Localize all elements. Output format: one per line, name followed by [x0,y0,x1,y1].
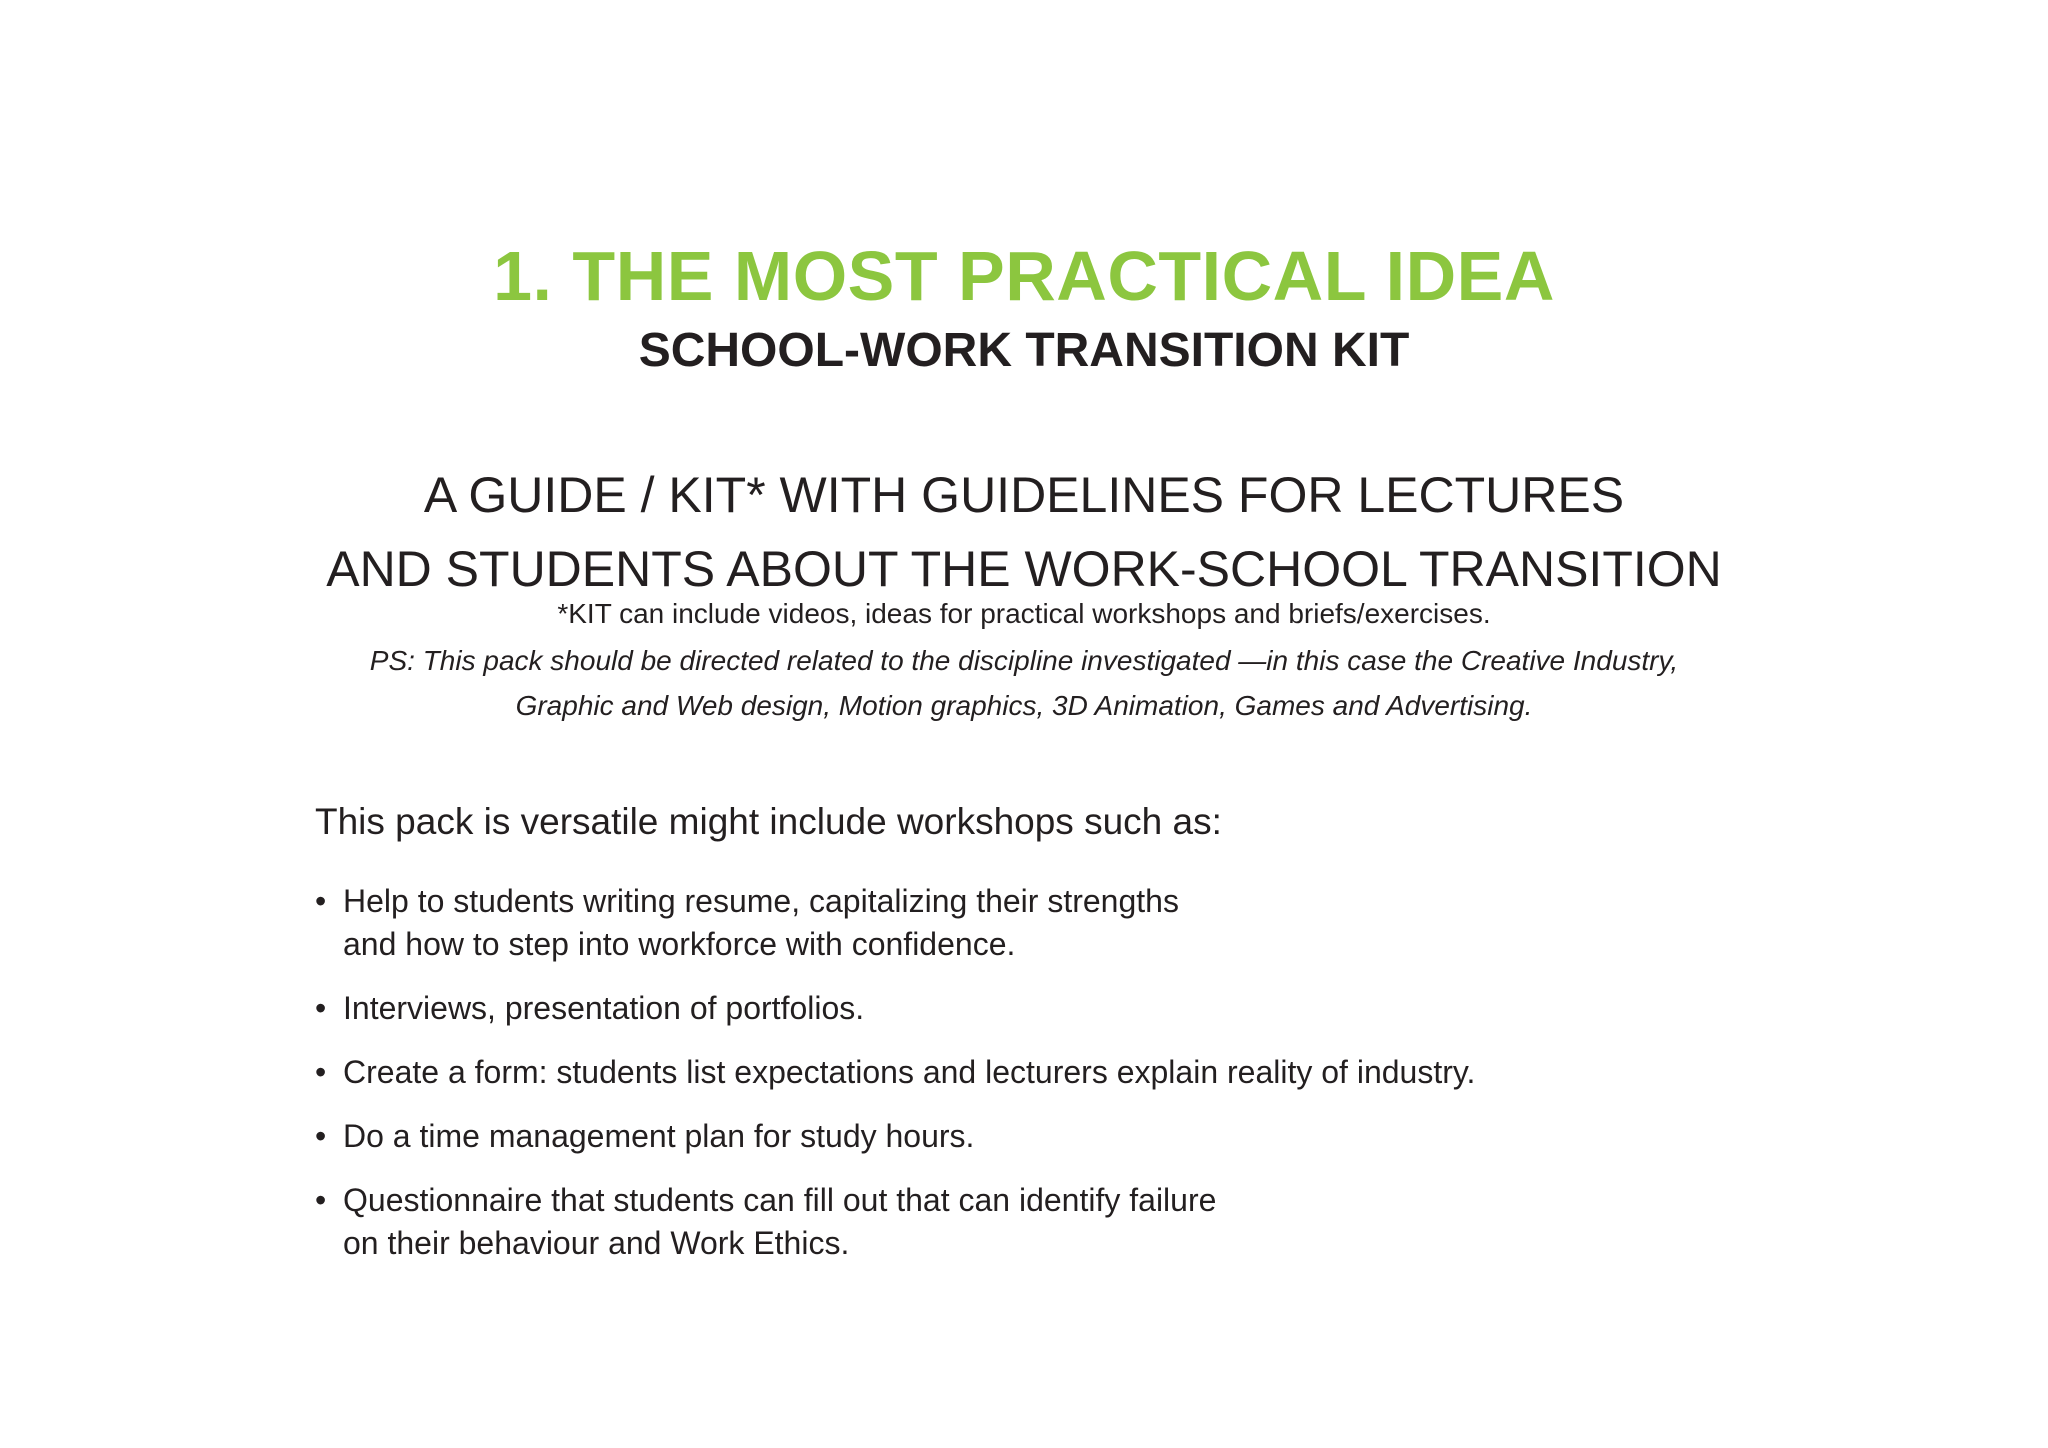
ps-note-line-2: Graphic and Web design, Motion graphics, 3D Animation, Games and Advertising. [515,690,1533,721]
ps-note [0,638,2048,728]
bullet-icon: • [315,1054,327,1090]
intro-text: This pack is versatile might include workshops such as: [315,801,1222,842]
guide-title-line-2: AND STUDENTS ABOUT THE WORK-SCHOOL TRANSITION [326,541,1722,597]
section-heading: 1. THE MOST PRACTICAL IDEA [493,237,1555,315]
list-item-line: Interviews, presentation of portfolios. [343,990,865,1026]
guide-title-line-1: A GUIDE / KIT* WITH GUIDELINES FOR LECTURES [423,467,1625,523]
workshop-list [315,880,1475,1286]
ps-note-line-1: PS: This pack should be directed related to the discipline investigated —in this case the Creative Industry, [369,645,1679,676]
list-item [315,880,1475,966]
list-item [315,1179,1475,1265]
list-item-line: Questionnaire that students can fill out that can identify failure [343,1182,1217,1218]
list-item [315,987,1475,1030]
bullet-icon: • [315,990,327,1026]
kit-title: SCHOOL-WORK TRANSITION KIT [638,324,1410,377]
list-item-line: on their behaviour and Work Ethics. [343,1225,850,1261]
list-item [315,1115,1475,1158]
guide-title [0,458,2048,606]
bullet-icon: • [315,883,327,919]
list-item-line: Do a time management plan for study hours. [343,1118,975,1154]
list-item [315,1051,1475,1094]
kit-footnote: *KIT can include videos, ideas for practical workshops and briefs/exercises. [557,598,1491,629]
list-item-line: Create a form: students list expectations and lecturers explain reality of industry. [343,1054,1476,1090]
bullet-icon: • [315,1118,327,1154]
list-item-line: and how to step into workforce with confidence. [343,926,1016,962]
list-item-line: Help to students writing resume, capitalizing their strengths [343,883,1179,919]
bullet-icon: • [315,1182,327,1218]
